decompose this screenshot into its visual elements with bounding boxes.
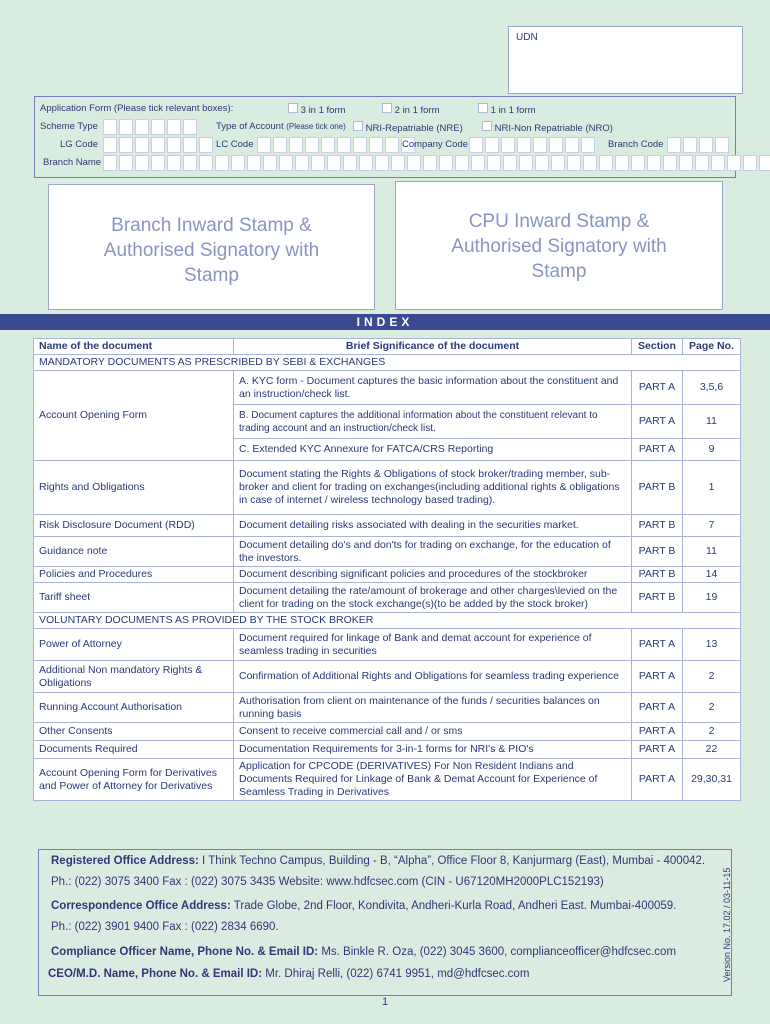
table-row — [34, 583, 741, 613]
index-table — [33, 338, 741, 801]
row-page: 29,30,31 — [683, 759, 741, 801]
row-name: Account Opening Form — [34, 371, 234, 461]
row-page: 19 — [683, 583, 741, 613]
table-row — [34, 741, 741, 759]
table-header-row — [34, 339, 741, 355]
one-in-one-checkbox[interactable] — [478, 103, 488, 113]
row-page: 2 — [683, 661, 741, 693]
row-section: PART A — [632, 439, 683, 461]
ceo-details: Mr. Dhiraj Relli, (022) 6741 9951, md@hdfcsec.com — [262, 968, 530, 980]
nre-label: NRI-Repatriable (NRE) — [365, 123, 463, 134]
three-in-one-checkbox[interactable] — [288, 103, 298, 113]
row-name: Account Opening Form for Derivatives and Power of Attorney for Derivatives — [34, 759, 234, 801]
row-name: Tariff sheet — [34, 583, 234, 613]
type-of-account-label: Type of Account — [216, 121, 284, 132]
company-code-label: Company Code — [402, 139, 469, 150]
table-row — [34, 371, 741, 405]
row-desc: B. Document captures the additional information about the constituent relevant to trading account and an instruction/check list. — [234, 405, 632, 439]
row-name: Other Consents — [34, 723, 234, 741]
row-section: PART A — [632, 759, 683, 801]
row-desc: Document stating the Rights & Obligations of stock broker/trading member, sub-broker and client for trading on exchanges(including additional rights & obligations in case of internet / wireless technology based trading). — [234, 461, 632, 515]
row-section: PART A — [632, 661, 683, 693]
branch-stamp-line-1: Branch Inward Stamp & — [111, 215, 312, 236]
row-section: PART B — [632, 567, 683, 583]
row-desc: C. Extended KYC Annexure for FATCA/CRS Reporting — [234, 439, 632, 461]
lg-code-label: LG Code — [60, 139, 99, 150]
branch-code-field[interactable] — [667, 137, 731, 153]
row-page: 13 — [683, 629, 741, 661]
branch-name-label: Branch Name — [43, 157, 102, 168]
page-number: 1 — [381, 996, 389, 1008]
scheme-type-field[interactable] — [103, 119, 199, 135]
cpu-stamp-line-3: Stamp — [531, 261, 587, 282]
row-name: Documents Required — [34, 741, 234, 759]
row-section: PART A — [632, 405, 683, 439]
row-section: PART B — [632, 461, 683, 515]
header-section: Section — [632, 339, 683, 355]
three-in-one-label: 3 in 1 form — [300, 105, 346, 116]
ceo-label: CEO/M.D. Name, Phone No. & Email ID: — [48, 968, 263, 980]
row-section: PART A — [632, 371, 683, 405]
branch-stamp-line-3: Stamp — [184, 265, 239, 286]
voluntary-title: VOLUNTARY DOCUMENTS AS PROVIDED BY THE STOCK BROKER — [34, 613, 741, 629]
version-number: Version No. 17.02 / 03-11-15 — [722, 867, 732, 983]
row-page: 2 — [683, 723, 741, 741]
row-section: PART A — [632, 629, 683, 661]
table-row — [34, 723, 741, 741]
cpu-stamp-line-1: CPU Inward Stamp & — [468, 211, 650, 232]
header-significance: Brief Significance of the document — [234, 339, 632, 355]
udn-label: UDN — [516, 32, 538, 43]
registered-office-address: I Think Techno Campus, Building - B, “Alpha”, Office Floor 8, Kanjurmarg (East), Mumbai - 400042. — [198, 855, 706, 867]
index-title: INDEX — [0, 314, 770, 330]
row-desc: Document detailing risks associated with dealing in the securities market. — [234, 515, 632, 537]
registered-office-phone: Ph.: (022) 3075 3400 Fax : (022) 3075 3435 Website: www.hdfcsec.com (CIN - U67120MH2000PLC152193) — [51, 876, 604, 888]
correspondence-office-label: Correspondence Office Address: — [51, 900, 231, 912]
table-row — [34, 693, 741, 723]
table-row — [34, 567, 741, 583]
row-page: 11 — [683, 537, 741, 567]
row-name: Guidance note — [34, 537, 234, 567]
table-row — [34, 759, 741, 801]
branch-code-label: Branch Code — [608, 139, 664, 150]
correspondence-office-address: Trade Globe, 2nd Floor, Kondivita, Andheri-Kurla Road, Andheri East. Mumbai-400059. — [230, 900, 677, 912]
row-desc: Documentation Requirements for 3-in-1 forms for NRI's & PIO's — [234, 741, 632, 759]
cpu-stamp-line-2: Authorised Signatory with — [451, 236, 667, 257]
nre-checkbox[interactable] — [353, 121, 363, 131]
row-page: 1 — [683, 461, 741, 515]
row-page: 7 — [683, 515, 741, 537]
nro-label: NRI-Non Repatriable (NRO) — [494, 123, 613, 134]
row-name: Rights and Obligations — [34, 461, 234, 515]
nro-checkbox[interactable] — [482, 121, 492, 131]
table-row — [34, 461, 741, 515]
compliance-officer-details: Ms. Binkle R. Oza, (022) 3045 3600, complianceofficer@hdfcsec.com — [318, 946, 677, 958]
company-code-field[interactable] — [469, 137, 597, 153]
row-name: Power of Attorney — [34, 629, 234, 661]
row-desc: Document detailing the rate/amount of brokerage and other charges\levied on the client for trading on the stock exchange(s)(to be added by the stock broker) — [234, 583, 632, 613]
row-section: PART A — [632, 723, 683, 741]
row-section: PART A — [632, 741, 683, 759]
row-desc: Document detailing do's and don'ts for trading on exchange, for the education of the investors. — [234, 537, 632, 567]
row-page: 9 — [683, 439, 741, 461]
header-page: Page No. — [683, 339, 741, 355]
row-name: Risk Disclosure Document (RDD) — [34, 515, 234, 537]
two-in-one-checkbox[interactable] — [382, 103, 392, 113]
one-in-one-label: 1 in 1 form — [490, 105, 536, 116]
lc-code-field[interactable] — [257, 137, 417, 153]
office-address-box — [38, 849, 732, 996]
scheme-type-label: Scheme Type — [40, 121, 98, 132]
row-desc: A. KYC form - Document captures the basic information about the constituent and an instruction/check list. — [234, 371, 632, 405]
two-in-one-label: 2 in 1 form — [394, 105, 440, 116]
branch-inward-stamp-box — [48, 184, 375, 310]
branch-stamp-line-2: Authorised Signatory with — [103, 240, 320, 261]
application-form-section — [34, 96, 736, 178]
lg-code-field[interactable] — [103, 137, 215, 153]
row-page: 11 — [683, 405, 741, 439]
branch-name-field[interactable] — [103, 155, 770, 171]
header-name: Name of the document — [34, 339, 234, 355]
table-row — [34, 629, 741, 661]
row-section: PART A — [632, 693, 683, 723]
udn-field[interactable] — [508, 26, 743, 94]
application-form-label: Application Form (Please tick relevant boxes): — [40, 103, 234, 114]
row-desc: Consent to receive commercial call and / or sms — [234, 723, 632, 741]
row-page: 22 — [683, 741, 741, 759]
row-desc: Application for CPCODE (DERIVATIVES) For Non Resident Indians and Documents Required for Linkage of Bank & Demat Account for Experience of Seamless Trading in Derivatives — [234, 759, 632, 801]
row-section: PART B — [632, 515, 683, 537]
row-desc: Authorisation from client on maintenance of the funds / securities balances on running basis — [234, 693, 632, 723]
row-desc: Confirmation of Additional Rights and Obligations for seamless trading experience — [234, 661, 632, 693]
row-desc: Document required for linkage of Bank and demat account for experience of seamless trading in securities — [234, 629, 632, 661]
registered-office-label: Registered Office Address: — [51, 855, 199, 867]
row-page: 14 — [683, 567, 741, 583]
row-page: 3,5,6 — [683, 371, 741, 405]
table-row — [34, 537, 741, 567]
type-of-account-note: (Please tick one) — [286, 122, 346, 131]
row-section: PART B — [632, 537, 683, 567]
row-page: 2 — [683, 693, 741, 723]
table-row — [34, 661, 741, 693]
mandatory-title: MANDATORY DOCUMENTS AS PRESCRIBED BY SEBI & EXCHANGES — [34, 355, 741, 371]
lc-code-label: LC Code — [216, 139, 254, 150]
correspondence-office-phone: Ph.: (022) 3901 9400 Fax : (022) 2834 6690. — [51, 921, 279, 933]
row-name: Running Account Authorisation — [34, 693, 234, 723]
row-name: Policies and Procedures — [34, 567, 234, 583]
row-desc: Document describing significant policies and procedures of the stockbroker — [234, 567, 632, 583]
table-row — [34, 515, 741, 537]
row-name: Additional Non mandatory Rights & Obligations — [34, 661, 234, 693]
voluntary-group-row — [34, 613, 741, 629]
mandatory-group-row — [34, 355, 741, 371]
cpu-inward-stamp-box — [395, 181, 723, 310]
row-section: PART B — [632, 583, 683, 613]
compliance-officer-label: Compliance Officer Name, Phone No. & Email ID: — [51, 946, 319, 958]
